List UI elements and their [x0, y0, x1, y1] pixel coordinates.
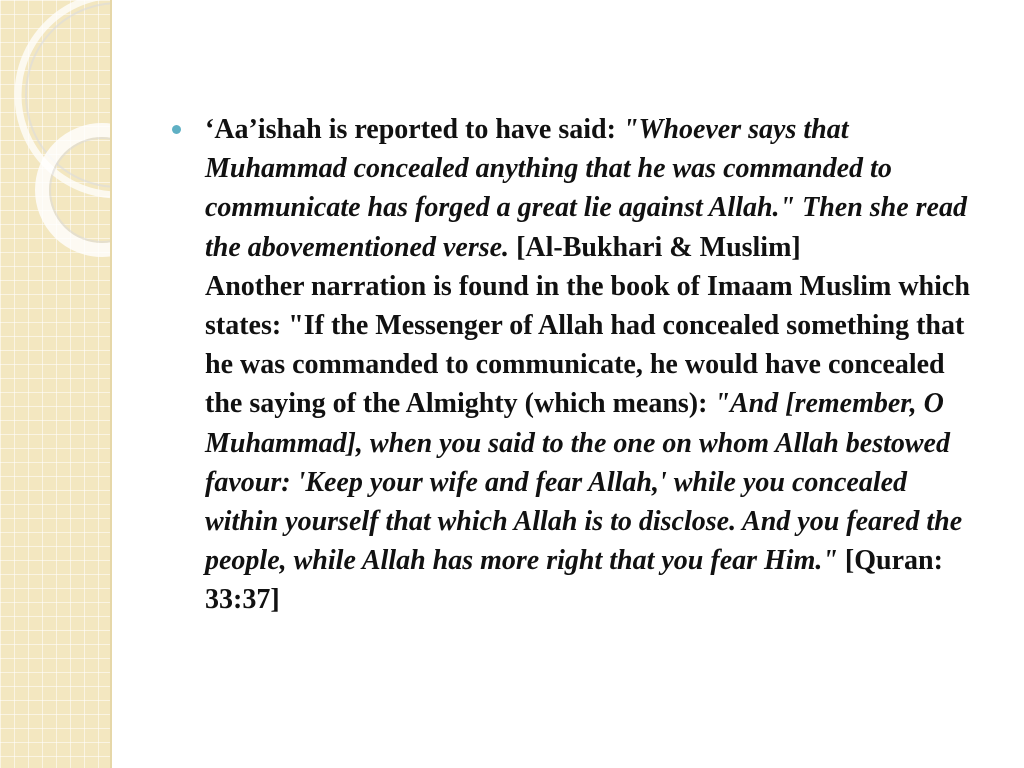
paragraph-muslim-narration — [205, 267, 985, 620]
bullet-item — [172, 110, 992, 620]
paragraph1-quote: "Whoever says that Muhammad concealed anything that he was commanded to communicate has forged a great lie against Allah." Then she read the abovementioned verse. — [205, 114, 967, 263]
paragraph2-intro: Another narration is found in the book of Imaam Muslim which states: "If the Messenger of Allah had concealed something that he was commanded to communicate, he would have concealed the saying of the Almighty (which means): — [205, 270, 970, 420]
slide-body — [172, 110, 992, 620]
decorative-grid-band — [0, 0, 112, 768]
bullet-dot-icon — [172, 125, 181, 134]
paragraph1-source: [Al-Bukhari & Muslim] — [509, 231, 801, 263]
paragraph2-quote: "And [remember, O Muhammad], when you said to the one on whom Allah bestowed favour: 'Keep your wife and fear Allah,' while you concealed within yourself that which Allah is to disclose. And you feared the people, while Allah has more right that you fear Him." — [205, 388, 963, 577]
paragraph1-intro: ‘Aa’ishah is reported to have said: — [205, 114, 623, 145]
band-edge — [110, 0, 112, 768]
paragraph-aaishah — [205, 110, 985, 267]
decorative-rings — [0, 0, 112, 300]
paragraph2-source: [Quran: 33:37] — [205, 545, 943, 616]
bullet-text — [205, 110, 985, 620]
